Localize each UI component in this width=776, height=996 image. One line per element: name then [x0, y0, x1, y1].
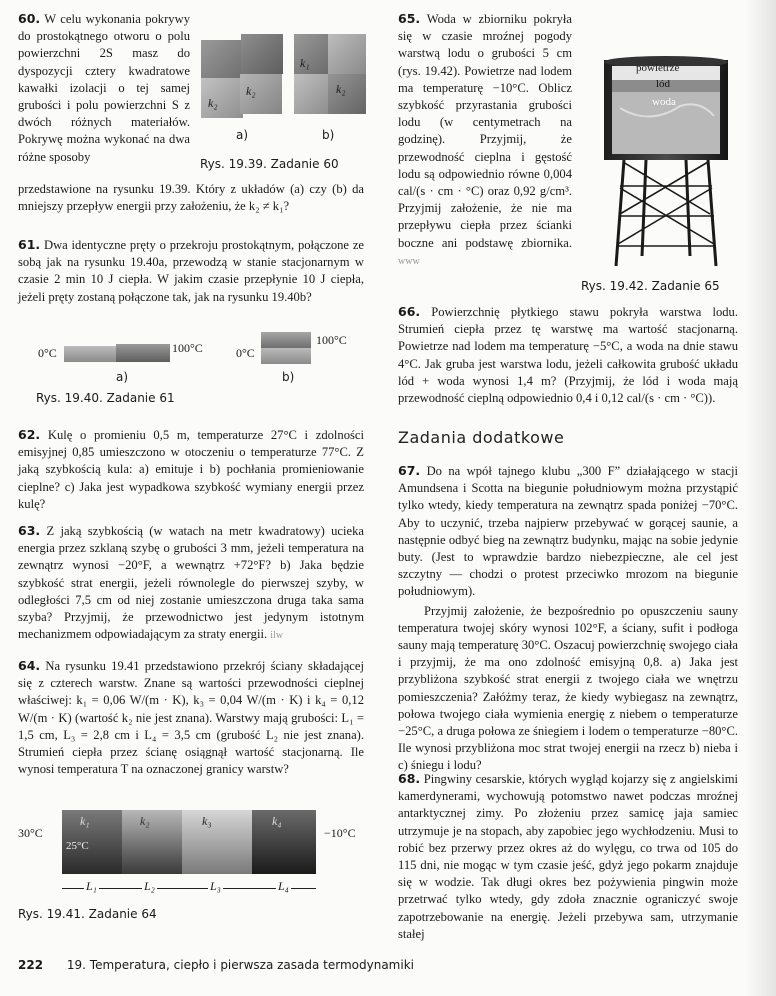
- figure-19-39: [196, 26, 366, 166]
- page-number: 222: [18, 958, 44, 972]
- margin-mark: ilw: [270, 630, 284, 642]
- temperature-hot: 100°C: [172, 341, 203, 355]
- scan-edge: [746, 0, 776, 996]
- problem-text: Do na wpół tajnego klubu „300 F” działającego w stacji Amundsena i Scotta na biegunie południowym można przystąpić tylko wtedy, kiedy temperatura na zewnątrz spada poniżej −70°C. Aby to uczynić, trzeba najpierw przebywać w gorącej saunie, a następnie odbyć bieg na zewnątrz budynku, mając na sobie jedynie buty. (Jest to wprawdzie bardzo niebezpieczne, ale cel jest szczytny — chodzi o protest przeciwko mrozom na biegunie południowym).: [398, 464, 738, 599]
- l-label: L₃: [210, 879, 221, 893]
- problem-60-text: [18, 10, 190, 166]
- figure-19-41: [18, 804, 370, 904]
- tile-k1: [201, 40, 243, 78]
- k-label: k₄: [272, 814, 282, 828]
- figure-caption: Rys. 19.39. Zadanie 60: [200, 157, 339, 171]
- figure-caption: Rys. 19.41. Zadanie 64: [18, 907, 157, 921]
- problem-65-text: [398, 10, 572, 270]
- l-label: L₄: [278, 879, 289, 893]
- problem-number: 62.: [18, 427, 41, 442]
- temperature-cold: 0°C: [236, 346, 255, 360]
- section-title: Zadania dodatkowe: [398, 428, 565, 447]
- problem-text: Z jaką szybkością (w watach na metr kwadratowy) ucieka energia przez szklaną szybę o grubości 3 mm, jeżeli temperatura na zewnątrz wynosi −20°F, a wewnątrz +72°F? b) Jaka będzie szybkość strat energii, jeżeli równolegle do pierwszej szyby, w odległości 7,5 cm od niej zostanie umieszczona druga taka sama szyba? Przyjmij, że przewodnictwo jest jedynym istotnym mechanizmem odpowiadającym za straty energii.: [18, 524, 364, 642]
- problem-66-text: [398, 303, 738, 407]
- l-label: L₁: [86, 879, 97, 893]
- chapter-title: 19. Temperatura, ciepło i pierwsza zasada termodynamiki: [66, 958, 414, 972]
- problem-64-text: [18, 657, 364, 778]
- temperature-cold: 0°C: [38, 346, 57, 360]
- tile-label: k₂: [336, 82, 346, 96]
- tile-k2: [328, 34, 366, 74]
- problem-67-text: [398, 462, 738, 775]
- figure-caption: Rys. 19.42. Zadanie 65: [581, 279, 720, 293]
- tile-k1: [241, 34, 283, 74]
- figure-label-a: a): [116, 370, 129, 384]
- rod: [116, 344, 170, 362]
- wall-layer-2: [122, 810, 182, 874]
- tile-k1: [328, 74, 366, 114]
- figure-label-b: b): [322, 128, 335, 142]
- figure-19-42: [590, 56, 740, 274]
- problem-number: 65.: [398, 11, 421, 26]
- label-water: woda: [652, 96, 676, 108]
- figure-19-40: [18, 328, 364, 388]
- tile-label: k₂: [208, 96, 218, 110]
- problem-text: Pingwiny cesarskie, których wygląd kojarzy się z angielskimi kamerdynerami, wychowują potomstwo nawet podczas mroźnej antarktycznej zimy. Po złożeniu przez samicę jaja samiec utrzymuje je na stopach, aby zapobiec jego wychłodzeniu. Musi to robić bez przerwy przez okres aż do wylęgu, co trwa od 105 do 115 dni, nie mogąc w tym czasie jeść, gdyż jego pokarm znajduje się w wodzie. Tak długi okres bez pożywienia pingwin może przetrwać tylko wtedy, gdy zdoła znacznie ograniczyć swoje zapotrzebowanie na energię. Jeżeli przebywa sam, utrzymanie stałej: [398, 772, 738, 941]
- problem-61-text: [18, 236, 364, 306]
- problem-text: Powierzchnię płytkiego stawu pokryła warstwa lodu. Strumień ciepła przez tę warstwę ma wartość stacjonarną. Powietrze nad lodem ma temperaturę −5°C, a woda na dnie stawu 4°C. Jak gruba jest warstwa lodu, jeżeli całkowita grubość układu lód + woda wynosi 1,4 m? (Przyjmij, że lód i woda mają przewodność cieplną odpowiednio 0,4 i 0,12 cal/(s · cm · °C)).: [398, 305, 738, 406]
- problem-number: 68.: [398, 771, 421, 786]
- wall-layer-4: [252, 810, 316, 874]
- problem-text: Przyjmij założenie, że bezpośrednio po opuszczeniu sauny temperatura twojej skóry wynosi 102°F, a ściany, sufit i podłoga sauny mają temperaturę 30°C. Oszacuj powierzchnię swojego ciała i przyjmij, że ma ono zdolność emisyjną 0,8. a) Jaka jest przybliżona szybkość strat energii z twojego ciała we wnętrzu pomieszczenia? Załóżmy teraz, że kiedy wybiegasz na zewnątrz, połowa twojego ciała wymienia energię z niebem o temperaturze −25°C, a druga połowa ze śniegiem i lodem o temperaturze −80°C. Ile wynosi przybliżona moc strat twojej energii na rzecz b) nieba i c) śniegu i lodu?: [398, 603, 738, 773]
- figure-label-a: a): [236, 128, 249, 142]
- l-label: L₂: [144, 879, 155, 893]
- problem-text: Dwa identyczne pręty o przekroju prostokątnym, połączone ze sobą jak na rysunku 19.40a, przewodzą w stanie stacjonarnym w czasie 2 min 10 J ciepła. W jakim czasie przepłynie 10 J ciepła, jeżeli pręty zostaną połączone tak, jak na rysunku 19.40b?: [18, 238, 364, 304]
- problem-62-text: [18, 426, 364, 513]
- problem-number: 67.: [398, 463, 421, 478]
- problem-text: Na rysunku 19.41 przedstawiono przekrój ściany składającej się z czterech warstw. Znane są wartości przewodności cieplnej właściwej: k₁ = 0,06 W/(m · K), k₃ = 0,04 W/(m · K) i k₄ = 0,12 W/(m · K) (wartość k₂ nie jest znana). Warstwy mają grubości: L₁ = 1,5 cm, L₃ = 2,8 cm i L₄ = 3,5 cm (grubość L₂ nie jest znana). Strumień ciepła przez ścianę osiągnął wartość stacjonarną. Ile wynosi temperatura T na oznaczonej granicy warstw?: [18, 659, 364, 777]
- rod: [64, 346, 116, 362]
- tile-label: k₂: [246, 84, 256, 98]
- tile-label: k₁: [300, 56, 310, 70]
- label-air: powietrze: [636, 62, 680, 74]
- problem-text: Woda w zbiorniku pokryła się w czasie mroźnej pogody warstwą lodu o grubości 5 cm (rys. 19.42). Powietrze nad lodem ma temperaturę −10°C. Oblicz szybkość przyrastania grubości lodu (w centymetrach na godzinę). Przyjmij, że przewodność cieplna i gęstość lodu są odpowiednio równe 0,004 cal/(s · cm · °C) oraz 0,92 g/cm³. Przyjmij założenie, że nie ma przepływu ciepła przez ścianki boczne ani podstawę zbiornika.: [398, 12, 573, 250]
- wall-layer-3: [182, 810, 252, 874]
- problem-text: W celu wykonania pokrywy do prostokątnego otworu o polu powierzchni 2S masz do dyspozycji cztery kwadratowe kawałki izolacji o tej samej grubości i polu powierzchni S z dwóch różnych materiałów. Pokrywę można wykonać na dwa różne sposoby: [18, 12, 190, 164]
- temperature-inner: 25°C: [66, 840, 89, 852]
- temperature-left: 30°C: [18, 826, 43, 840]
- k-label: k₃: [202, 814, 212, 828]
- page-footer: [18, 958, 618, 972]
- problem-text: Kulę o promieniu 0,5 m, temperaturze 27°C i zdolności emisyjnej 0,85 umieszczono w otoczeniu o temperaturze 77°C. Z jaką szybkością kula: a) emituje i b) pochłania promieniowanie cieplne? c) Jaka jest wypadkowa szybkość wymiany energii przez kulę?: [18, 428, 365, 511]
- problem-text: przedstawione na rysunku 19.39. Który z układów (a) czy (b) da mniejszy przepływ energii przy założeniu, że k₂ ≠ k₁?: [18, 182, 364, 214]
- rod: [261, 348, 311, 364]
- k-label: k₁: [80, 814, 90, 828]
- problem-number: 61.: [18, 237, 41, 252]
- figure-label-b: b): [282, 370, 295, 384]
- figure-caption: Rys. 19.40. Zadanie 61: [36, 391, 175, 405]
- temperature-right: −10°C: [324, 826, 356, 840]
- problem-60-text-cont: [18, 181, 364, 215]
- problem-63-text: [18, 522, 364, 644]
- problem-number: 66.: [398, 304, 421, 319]
- k-label: k₂: [140, 814, 150, 828]
- margin-mark: www: [398, 255, 420, 267]
- temperature-hot: 100°C: [316, 333, 347, 347]
- problem-number: 60.: [18, 11, 41, 26]
- problem-number: 63.: [18, 523, 41, 538]
- rod: [261, 332, 311, 348]
- label-ice: lód: [656, 78, 671, 90]
- problem-68-text: [398, 770, 738, 943]
- problem-number: 64.: [18, 658, 41, 673]
- tile-k2: [294, 74, 330, 114]
